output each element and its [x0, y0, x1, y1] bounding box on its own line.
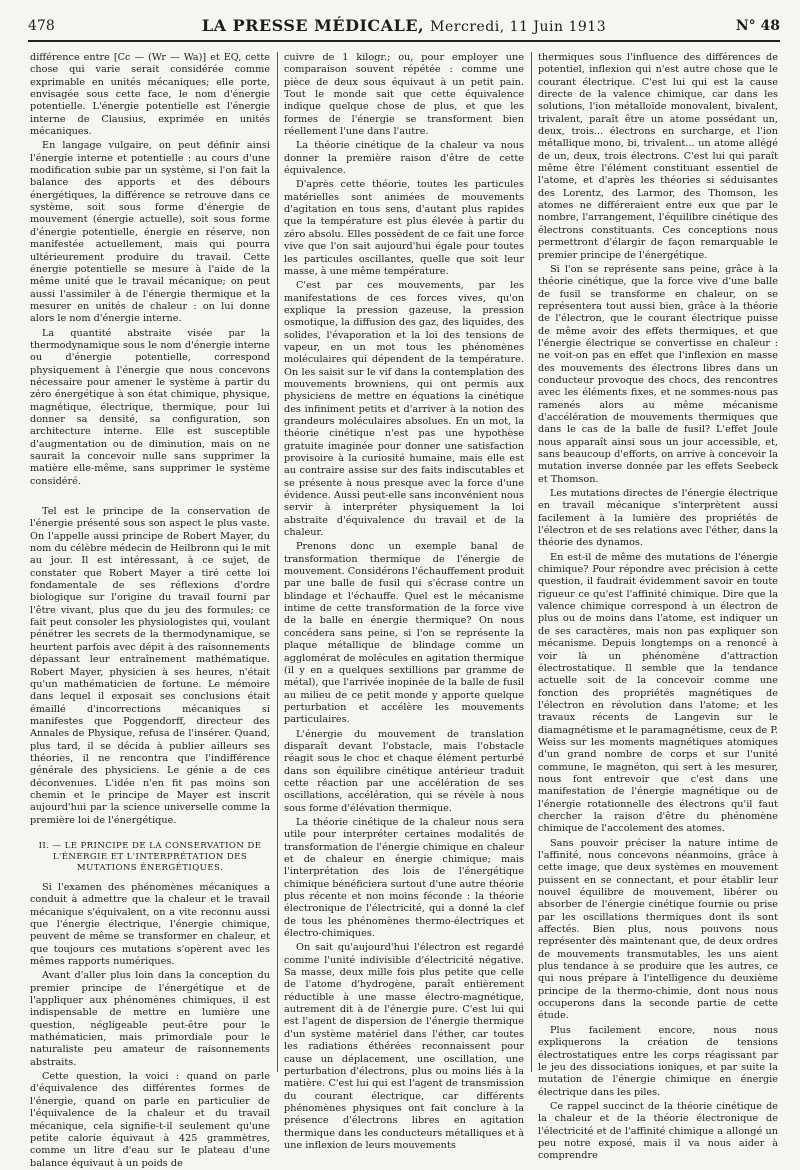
paragraph: Si l'examen des phénomènes mécaniques a conduit à admettre que la chaleur et le travail mécanique s'équivalent, on a vite reconnu aussi que l'énergie électrique, l'énergie chimique, peuvent de même se transformer en chaleur, et que toujours ces mutations s'opèrent avec les mêmes rapports numériques. — [30, 881, 270, 968]
paragraph: cuivre de 1 kilogr.; ou, pour employer une comparaison souvent répétée : comme une pièce de deux sous équivaut à un petit pain. Tout le monde sait que cette équivalence indique quelque chose de plus, et que les formes de l'énergie se transforment bien réellement l'une dans l'autre. — [284, 52, 524, 138]
paragraph: Cette question, la voici : quand on parle d'équivalence des différentes formes de l'énergie, quand on parle en particulier de l'équivalence de la chaleur et du travail mécanique, cela signifie-t-il seulement qu'une petite calorie équivaut à 425 grammètres, comme un litre d'eau sur le plateau d'une balance équivaut à un poids de — [30, 1071, 270, 1169]
page-number: 478 — [28, 18, 55, 34]
paragraph: Si l'on se représente sans peine, grâce à la théorie cinétique, que la force vive d'une balle de fusil se transforme en chaleur, on se représentera tout aussi bien, grâce à la théorie de l'électron, que le courant électrique puisse de même avoir des effets thermiques, et que l'énergie électrique se convertisse en chaleur : ne voit-on pas en effet que l'inflexion en masse des mouvements des électrons libres dans un conducteur provoque des chocs, des rencontres avec les éléments fixes, et ne sommes-nous pas ramenés alors au même mécanisme d'accélération de mouvements thermiques que dans le cas de la balle de fusil? L'effet Joule nous apparaît ainsi sous un jour accessible, et, sans beaucoup d'efforts, on arrive à concevoir la mutation inverse donnée par les effets Seebeck et Thomson. — [538, 263, 778, 485]
column-divider — [277, 52, 278, 1072]
paragraph: Ce rappel succinct de la théorie cinétique de la chaleur et de la théorie électronique de l'électricité et de l'affinité chimique a allongé un peu notre exposé, mais il va nous aider à comprendre — [538, 1100, 778, 1162]
paragraph: En langage vulgaire, on peut définir ainsi l'énergie interne et potentielle : au cours d'une modification subie par un système, si l'on fait la balance des apports et des débours énergétiques, la différence se retrouve dans ce système, soit sous forme d'énergie de mouvement (énergie actuelle), soit sous forme d'énergie potentielle, énergie en réserve, non manifestée actuellement, mais qui pourra ultérieurement produire du travail. Cette énergie potentielle se mesure à l'aide de la même unité que le travail mécanique; on peut aussi l'assimiler à de l'énergie thermique et la mesurer en unités de chaleur : on lui donne alors le nom d'énergie interne. — [30, 140, 270, 325]
paragraph: D'après cette théorie, toutes les particules matérielles sont animées de mouvements d'agitation en tous sens, d'autant plus rapides que la température est plus élevée à partir du zéro absolu. Elles possèdent de ce fait une force vive que l'on sait aujourd'hui égale pour toutes les particules oscillantes, quelle que soit leur masse, à une même température. — [284, 179, 524, 277]
column-1 — [30, 52, 270, 1169]
paragraph: Avant d'aller plus loin dans la conception du premier principe de l'énergétique et de l'appliquer aux phénomènes chimiques, il est indispensable de mettre en lumière une question, négligeable peut-être pour le mathématicien, mais primordiale pour le naturaliste peu amateur de raisonnements abstraits. — [30, 970, 270, 1068]
paragraph: Prenons donc un exemple banal de transformation thermique de l'énergie de mouvement. Considérons l'échauffement produit par une balle de fusil qui s'écrase contre un blindage et l'échauffe. Quel est le mécanisme intime de cette transformation de la force vive de la balle en énergie thermique? On nous concédera sans peine, si l'on se représente la plaque métallique de blindage comme un agglomérat de molécules en agitation thermique (il y en a quelques sextillions par gramme de métal), que l'arrivée inopinée de la balle de fusil au milieu de ce petit monde y apporte quelque perturbation et accélère les mouvements particulaires. — [284, 541, 524, 726]
journal-title-line — [28, 16, 780, 35]
paragraph: On sait qu'aujourd'hui l'électron est regardé comme l'unité indivisible d'électricité négative. Sa masse, deux mille fois plus petite que celle de l'atome d'hydrogène, paraît entièrement réductible à une masse électro-magnétique, autrement dit à de l'énergie pure. C'est lui qui est l'agent de dispersion de l'énergie thermique d'un système matériel dans l'éther, car toutes les radiations éthérées reconnaissent pour cause un déplacement, une oscillation, une perturbation d'électrons, plus ou moins liés à la matière. C'est lui qui est l'agent de transmission du courant électrique, car différents phénomènes physiques ont fait conclure à la présence d'électrons libres en agitation thermique dans les conducteurs métalliques et à une inflexion de leurs mouvements — [284, 942, 524, 1151]
paragraph: Sans pouvoir préciser la nature intime de l'affinité, nous concevons néanmoins, grâce à cette image, que deux systèmes en mouvement puissent en se connectant, et pour établir leur nouvel équilibre de mouvement, libérer ou absorber de l'énergie cinétique fournie ou prise par les oscillations thermiques dont ils sont affectés. Bien plus, nous pouvons nous représenter dès maintenant que, de deux ordres de mouvements transmutables, les uns aient plus tendance à se produire que les autres, ce qui nous prépare à l'intelligence du deuxième principe de la thermo-chimie, dont nous nous occuperons dans la seconde partie de cette étude. — [538, 837, 778, 1022]
column-3 — [538, 52, 778, 1162]
paragraph: La théorie cinétique de la chaleur va nous donner la première raison d'être de cette équivalence. — [284, 140, 524, 177]
paragraph: Plus facilement encore, nous nous expliquerons la création de tensions électrostatiques entre les corps réagissant par le jeu des dissociations ioniques, et par suite la mutation de l'énergie chimique en énergie électrique dans les piles. — [538, 1024, 778, 1098]
paragraph: Tel est le principe de la conservation de l'énergie présenté sous son aspect le plus vaste. On l'appelle aussi principe de Robert Mayer, du nom du célèbre médecin de Heilbronn qui le mit au jour. Il est intéressant, à ce sujet, de constater que Robert Mayer a tiré cette loi fondamentale de ses réflexions d'ordre biologique sur l'origine du travail fourni par l'être vivant, plus que du jeu des formules; ce fait peut consoler les physiologistes qui, voulant pénétrer les secrets de la thermodynamique, se heurtent parfois avec dépit à des raisonnements dépassant leur entraînement mathématique. Robert Mayer, physicien à ses heures, n'était qu'un mathématicien de fortune. Le mémoire dans lequel il exposait ses conclusions était émaillé d'incorrections mécaniques si manifestes que Poggendorff, directeur des Annales de Physique, refusa de l'insérer. Quand, plus tard, il se décida à publier ailleurs ses théories, il ne rencontra que l'indifférence générale des physiciens. Le génie a de ces déconvenues. L'idée n'en fit pas moins son chemin et le principe de Mayer est inscrit aujourd'hui par la science universelle comme la première loi de l'énergétique. — [30, 506, 270, 826]
section-heading: II. — LE PRINCIPE DE LA CONSERVATION DE L'ÉNERGIE ET L'INTERPRÉTATION DES MUTATIONS ÉNERGÉTIQUES. — [38, 840, 262, 873]
column-2 — [284, 52, 524, 1151]
paragraph: L'énergie du mouvement de translation disparaît devant l'obstacle, mais l'obstacle réagit sous le choc et chaque élément perturbé dans son équilibre cinétique antérieur traduit cette réaction par une accélération de ses oscillations, accélération, qui se révèle à nous sous forme d'élévation thermique. — [284, 728, 524, 814]
paragraph: La quantité abstraite visée par la thermodynamique sous le nom d'énergie interne ou d'énergie potentielle, correspond physiquement à l'énergie que nous concevons nécessaire pour amener le système à partir du zéro énergétique à son état chimique, physique, magnétique, électrique, thermique, pour lui donner sa densité, sa configuration, son architecture interne. Elle est susceptible d'augmentation ou de diminution, mais on ne saurait la concevoir nulle sans supprimer la matière elle-même, sans supprimer le système considéré. — [30, 327, 270, 487]
paragraph: La théorie cinétique de la chaleur nous sera utile pour interpréter certaines modalités de transformation de l'énergie chimique en chaleur et de chaleur en énergie chimique; mais l'interprétation des lois de l'énergétique chimique bénéficiera surtout d'une autre théorie plus récente et non moins féconde : la théorie électronique de l'électricité, qui a donné la clef de tous les phénomènes thermo-électriques et électro-chimiques. — [284, 816, 524, 940]
paragraph: différence entre [Cc — (Wr — Wa)] et EQ, cette chose qui varie serait considérée comme exprimable en unités mécaniques; elle porte, envisagée sous cette face, le nom d'énergie potentielle. L'énergie potentielle est l'énergie interne de Clausius, exprimée en unités mécaniques. — [30, 52, 270, 138]
issue-date: Mercredi, 11 Juin 1913 — [430, 19, 607, 35]
journal-title: LA PRESSE MÉDICALE, — [201, 16, 425, 35]
masthead — [28, 14, 780, 42]
paragraph: thermiques sous l'influence des différences de potentiel, inflexion qui n'est autre chose que le courant électrique. C'est lui qui est la cause directe de la valence chimique, car dans les solutions, l'ion métalloïde monovalent, bivalent, trivalent, paraît être un atome possédant un, deux, trois... électrons en surcharge, et l'ion métallique mono, bi, trivalent... un atome allégé de un, deux, trois électrons. C'est lui qui paraît même être l'élément constituant essentiel de l'atome, et d'après les théories si séduisantes des Lorentz, des Larmor, des Thomson, les atomes ne différeraient entre eux que par le nombre, l'arrangement, l'équilibre cinétique des électrons constituants. Ces conceptions nous permettront d'élargir de façon remarquable le premier principe de l'énergétique. — [538, 52, 778, 261]
paragraph: C'est par ces mouvements, par les manifestations de ces forces vives, qu'on explique la pression gazeuse, la pression osmotique, la diffusion des gaz, des liquides, des solides, l'évaporation et la loi des tensions de vapeur, en un mot tous les phénomènes moléculaires qui dépendent de la température. On les saisit sur le vif dans la contemplation des mouvements browniens, qui ont permis aux physiciens de mettre en équations la cinétique des infiniment petits et d'arriver à la notion des grandeurs moléculaires absolues. En un mot, la théorie cinétique n'est pas une hypothèse gratuite imaginée pour donner une satisfaction provisoire à la curiosité humaine, mais elle est au contraire assise sur des faits indiscutables et se présente à nous presque avec la force d'une évidence. Aussi peut-elle sans inconvénient nous servir à interpréter physiquement la loi abstraite d'équivalence du travail et de la chaleur. — [284, 280, 524, 539]
paragraph: En est-il de même des mutations de l'énergie chimique? Pour répondre avec précision à cette question, il faudrait évidemment savoir en toute rigueur ce qu'est l'affinité chimique. Dire que la valence chimique correspond à un électron de plus ou de moins dans l'atome, est indiquer un de ses caractères, mais non pas expliquer son mécanisme. Depuis longtemps on a renoncé à voir là un phénomène d'attraction électrostatique. Il semble que la tendance actuelle soit de la concevoir comme une fonction des propriétés magnétiques de l'électron en révolution dans l'atome; et les travaux récents de Langevin sur le diamagnétisme et le paramagnétisme, ceux de P. Weiss sur les moments magnétiques atomiques d'un grand nombre de corps et sur l'unité commune, le magnéton, qui sert à les mesurer, nous font entrevoir que c'est dans une manifestation de l'énergie magnétique ou de l'énergie rotationnelle des électrons qu'il faut chercher la raison d'être du phénomène chimique de l'accolement des atomes. — [538, 551, 778, 835]
issue-number: N° 48 — [735, 18, 780, 34]
column-divider — [531, 52, 532, 1072]
paragraph: Les mutations directes de l'énergie électrique en travail mécanique s'interprètent aussi facilement à la lumière des propriétés de l'électron et de ses relations avec l'éther, dans la théorie des dynamos. — [538, 488, 778, 549]
